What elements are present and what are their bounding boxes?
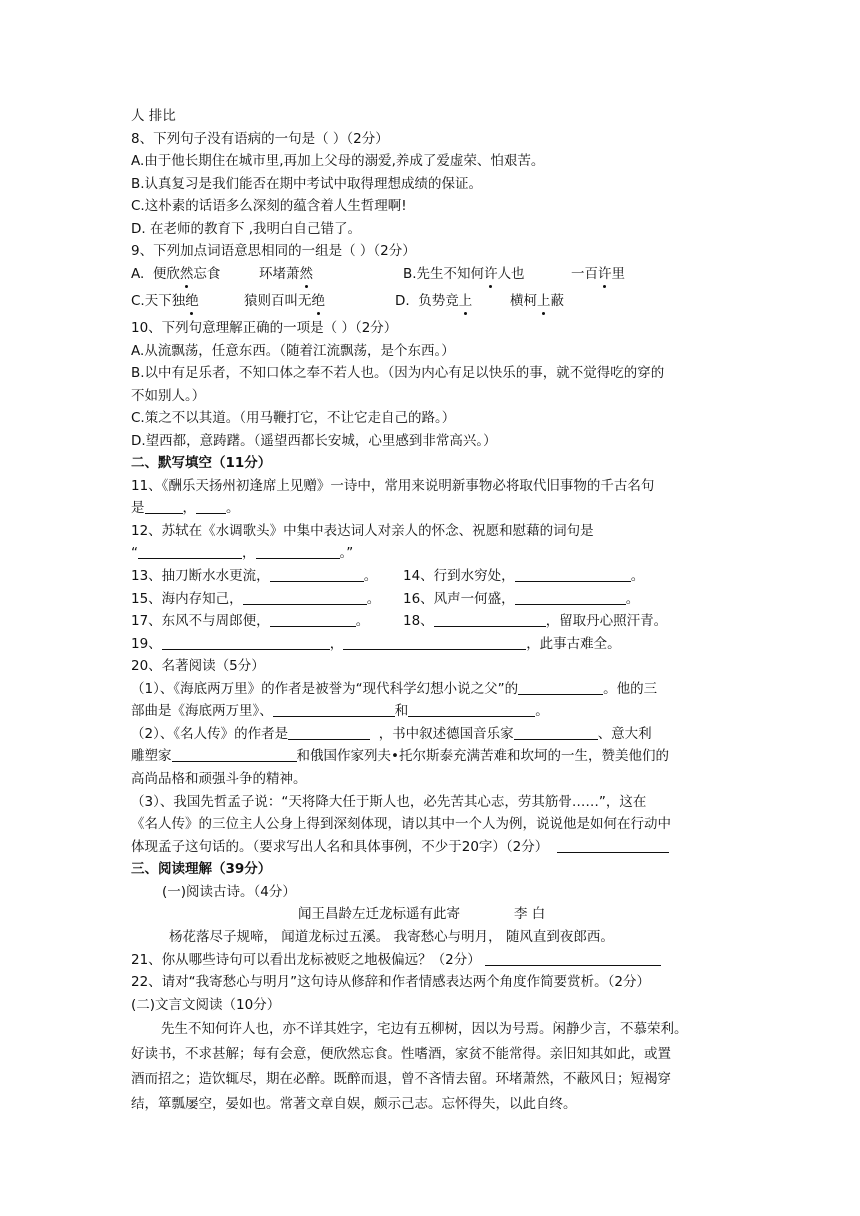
- classic-text-line: 好读书，不求甚解；每有会意，便欣然忘食。性嗜酒，家贫不能常得。亲旧知其如此，或置: [131, 1046, 671, 1062]
- q8-option-b: B.认真复习是我们能否在期中考试中取得理想成绩的保证。: [131, 176, 483, 192]
- q20-part-1-cont: 部曲是《海底两万里》、 和 。: [131, 703, 549, 719]
- question-17: 17、东风不与周郎便， 。: [131, 613, 370, 629]
- question-10: 10、下列句意理解正确的一项是（ ）（2分）: [131, 320, 398, 336]
- section-3-title: 三、阅读理解（39分）: [131, 861, 272, 877]
- q9-c-second: 猿则百叫无绝: [244, 293, 325, 310]
- question-15: 15、海内存知己， 。: [131, 591, 381, 607]
- question-19: 19、 ， ，此事古难全。: [131, 636, 621, 652]
- section-2-title: 二、默写填空（11分）: [131, 455, 272, 471]
- text-line: 人 排比: [131, 108, 176, 124]
- question-11: 11、《酬乐天扬州初逢席上见赠》一诗中，常用来说明新事物必将取代旧事物的千古名句: [131, 478, 655, 494]
- question-14: 14、行到水穷处， 。: [403, 568, 645, 584]
- classic-text-line: 先生不知何许人也，亦不详其姓字，宅边有五柳树，因以为号焉。闲静少言，不慕荣利。: [161, 1021, 688, 1037]
- question-12-blank: “ ， 。”: [131, 545, 354, 561]
- poem-section-title: (一)阅读古诗。（4分）: [162, 884, 296, 900]
- q10-option-d: D.望西都，意踌躇。（遥望西都长安城，心里感到非常高兴。）: [131, 433, 497, 449]
- q20-part-2-end: 高尚品格和顽强斗争的精神。: [131, 771, 307, 787]
- q9-option-d: D. 负势竞上: [395, 293, 472, 310]
- q9-d-second: 横柯上 蔽: [510, 293, 564, 310]
- q9-option-a: [131, 266, 220, 283]
- q20-part-2: （2）、《名人传》的作者是 ，书中叙述德国音乐家 、意大利: [131, 726, 652, 742]
- classic-text-line: 酒而招之；造饮辄尽，期在必醉。既醉而退，曾不吝情去留。环堵萧然，不蔽风日；短褐穿: [131, 1071, 671, 1087]
- q20-part-2-cont: 雕塑家 和俄国作家列夫•托尔斯泰充满苦难和坎坷的一生，赞美他们的: [131, 748, 669, 764]
- q9-b-second: 一百许 里: [571, 266, 625, 283]
- question-21: 21、你从哪些诗句可以看出龙标被贬之地极偏远？（2分）: [131, 952, 661, 969]
- q20-part-3-end: 体现孟子这句话的。（要求写出人名和具体事例，不少于20字）（2分）: [131, 839, 669, 856]
- question-8: 8、下列句子没有语病的一句是（ ）（2分）: [131, 131, 389, 147]
- question-20: 20、名著阅读（5分）: [131, 658, 265, 674]
- q10-option-c: C.策之不以其道。（用马鞭打它，不让它走自己的路。）: [131, 410, 456, 426]
- question-13: 13、抽刀断水水更流， 。: [131, 568, 378, 584]
- q20-part-3: （3）、我国先哲孟子说：“天将降大任于斯人也，必先苦其心志，劳其筋骨……”，这在: [131, 794, 647, 810]
- q10-option-b-cont: 不如别人。）: [131, 388, 206, 404]
- classic-section-title: (二)文言文阅读（10分）: [131, 997, 281, 1013]
- question-9: 9、下列加点词语意思相同的一组是（ ）（2分）: [131, 243, 416, 259]
- classic-text-line: 结，箪瓢屡空，晏如也。常著文章自娱，颇示己志。忘怀得失，以此自终。: [131, 1096, 577, 1112]
- q9-a-second: 环堵萧然: [259, 266, 313, 283]
- q8-option-c: C.这朴素的话语多么深刻的蕴含着人生哲理啊!: [131, 198, 407, 214]
- q9-option-c: C.天下独绝: [131, 293, 199, 310]
- question-11-blank: 是 ， 。: [131, 500, 240, 516]
- question-22: 22、请对“我寄愁心与明月”这句诗从修辞和作者情感表达两个角度作简要赏析。（2分）: [131, 974, 651, 990]
- question-12: 12、苏轼在《水调歌头》中集中表达词人对亲人的怀念、祝愿和慰藉的词句是: [131, 523, 594, 539]
- poem-title: 闻王昌龄左迁龙标遥有此寄: [298, 906, 460, 922]
- q10-option-b: B.以中有足乐者，不知口体之奉不若人也。（因为内心有足以快乐的事，就不觉得吃的穿的: [131, 365, 665, 381]
- q20-part-1: （1）、《海底两万里》的作者是被誉为“现代科学幻想小说之父”的 。他的三: [131, 681, 658, 697]
- q10-option-a: A.从流飘荡，任意东西。（随着江流飘荡，是个东西。）: [131, 343, 455, 359]
- q9-option-b: B.先生不知何许 人也: [403, 266, 525, 283]
- q8-option-a: A.由于他长期住在城市里,再加上父母的溺爱,养成了爱虚荣、怕艰苦。: [131, 153, 545, 169]
- q9-a-first: A. 便欣然 忘食: [131, 266, 220, 282]
- poem-body: 杨花落尽子规啼， 闻道龙标过五溪。 我寄愁心与明月， 随风直到夜郎西。: [169, 929, 614, 945]
- poem-author: 李 白: [514, 906, 546, 922]
- q8-option-d: D. 在老师的教育下 ,我明白自己错了。: [131, 221, 362, 237]
- question-18: 18、 ，留取丹心照汗青。: [403, 613, 668, 629]
- question-16: 16、风声一何盛， 。: [403, 591, 640, 607]
- q20-part-3-cont: 《名人传》的三位主人公身上得到深刻体现，请以其中一个人为例，说说他是如何在行动中: [131, 816, 671, 832]
